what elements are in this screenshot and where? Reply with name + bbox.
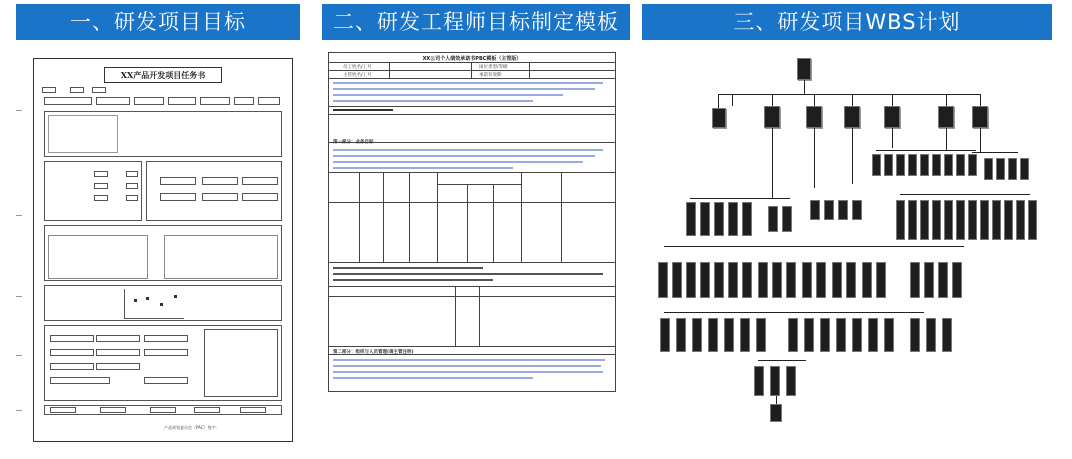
pbc-template-title: XX公司个人绩效承诺书PBC模板（主管版） [422, 56, 522, 62]
pbc-row-manager: 主管姓名/工号 [343, 73, 372, 78]
task-document-footer: 产品规划委员会（PAC）签字： [164, 425, 220, 430]
header-wbs-plan: 三、研发项目WBS计划 [642, 4, 1052, 40]
header-engineer-goal-template: 二、研发工程师目标制定模板 [322, 4, 630, 40]
pbc-row-review: 承诺有效期 [479, 73, 502, 78]
pbc-template-document [328, 52, 616, 392]
pbc-section-business: 第一部分：业务目标 [333, 140, 374, 145]
pbc-row-name: 员工姓名/工号 [343, 65, 372, 70]
pbc-row-post: 岗位类型/等级 [479, 65, 508, 70]
project-task-document [33, 58, 293, 442]
wbs-tree-diagram [650, 50, 1050, 450]
pbc-section-people: 第二部分：组织与人员管理(请主管注明) [333, 350, 414, 355]
header-research-project-goals: 一、研发项目目标 [16, 4, 300, 40]
task-document-title: XX产品开发项目任务书 [104, 67, 222, 83]
wbs-root-node [797, 58, 811, 80]
